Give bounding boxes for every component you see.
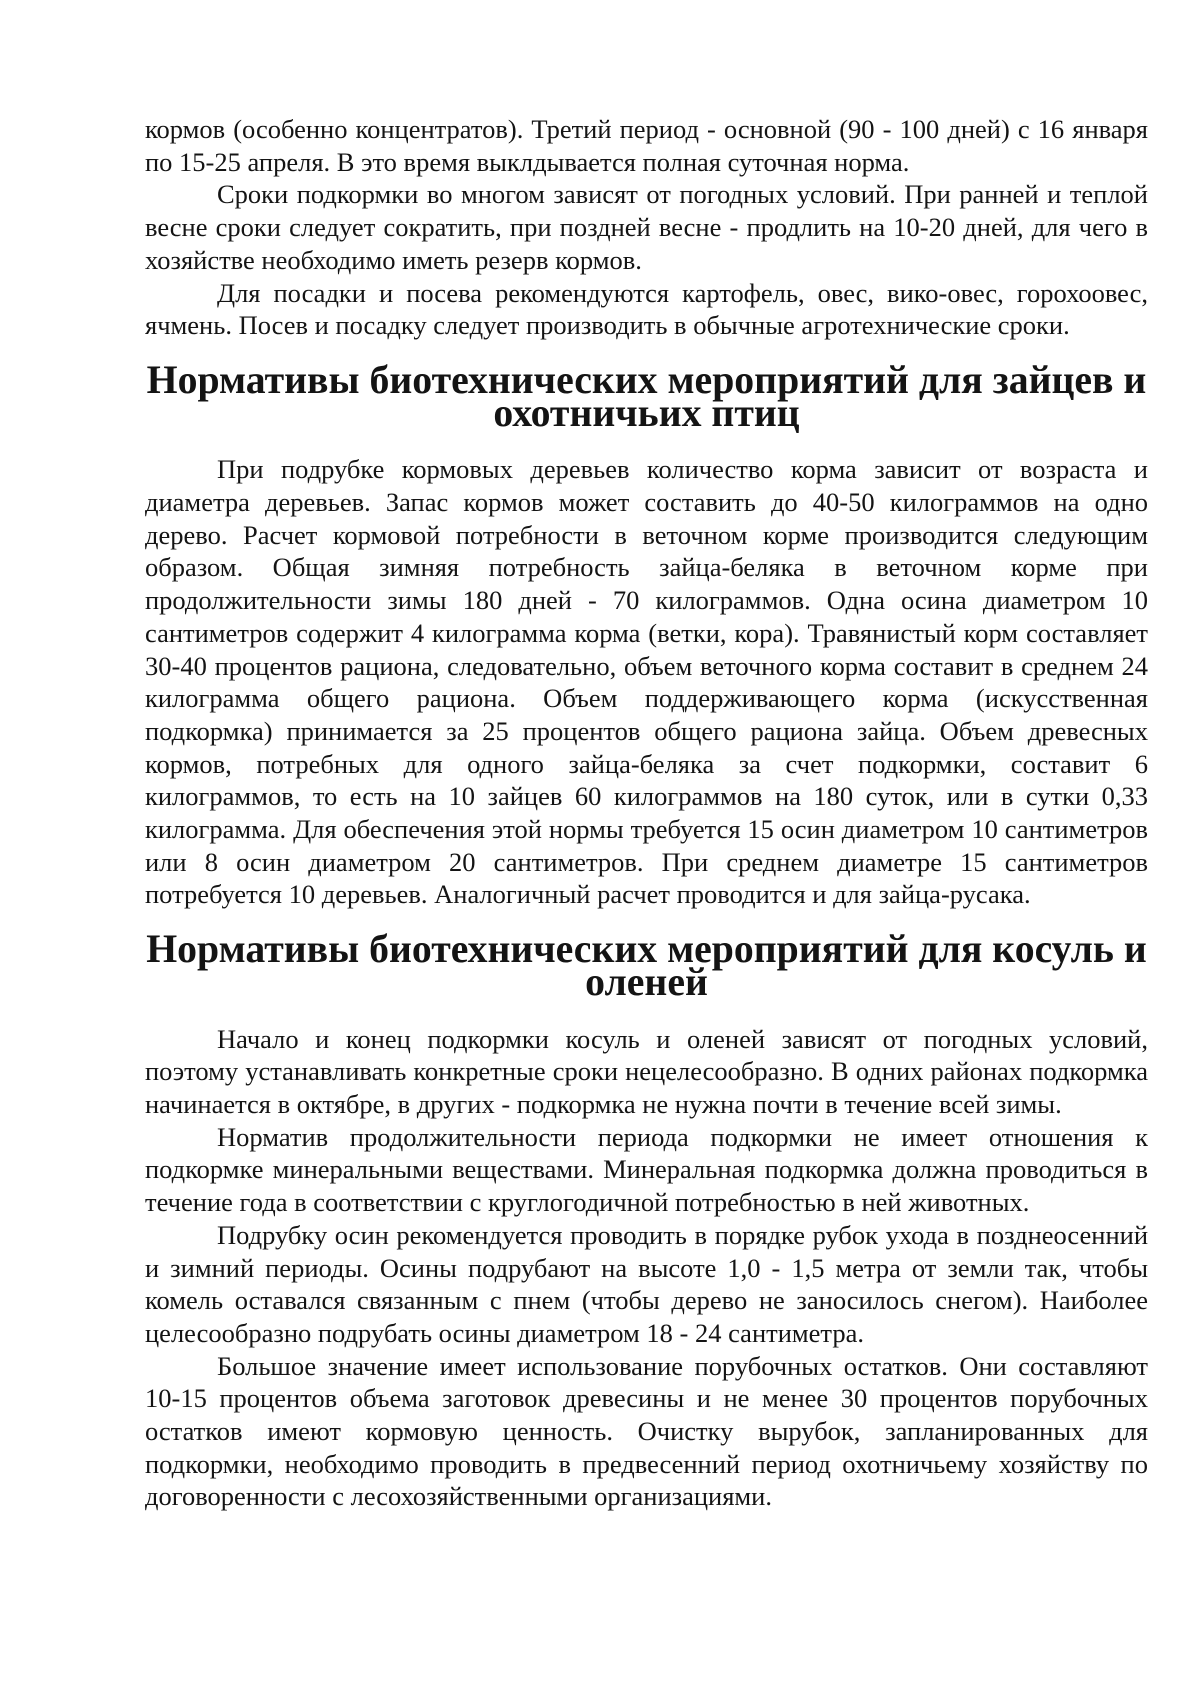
- paragraph-planting: Для посадки и посева рекомендуются картофель, овес, вико-овес, горохоовес, ячмень. Посев и посадку следует производить в обычные агротехнические сроки.: [145, 277, 1148, 341]
- section-heading-deer: Нормативы биотехнических мероприятий для косуль и оленей: [146, 927, 1147, 1004]
- paragraph-aspen-cutting: Подрубку осин рекомендуется проводить в порядке рубок ухода в позднеосенний и зимний периоды. Осины подрубают на высоте 1,0 - 1,5 метра от земли так, чтобы комель оставался связанным с пнем (чтобы дерево не заносилось снегом). Наиболее целесообразно подрубать осины диаметром 18 - 24 сантиметра.: [145, 1219, 1148, 1348]
- document-page: [145, 113, 1148, 1513]
- paragraph-mineral-feeding: Норматив продолжительности периода подкормки не имеет отношения к подкормке минеральными веществами. Минеральная подкормка должна проводиться в течение года в соответствии с круглогодичной потребностью в ней животных.: [145, 1121, 1148, 1218]
- paragraph-deer-timing: Начало и конец подкормки косуль и оленей зависят от погодных условий, поэтому устанавливать конкретные сроки нецелесообразно. В одних районах подкормка начинается в октябре, в других - подкормка не нужна почти в течение всей зимы.: [145, 1023, 1148, 1119]
- paragraph-continuation: кормов (особенно концентратов). Третий период - основной (90 - 100 дней) с 16 января по 15-25 апреля. В это время выклдывается полная суточная норма.: [145, 114, 1148, 177]
- paragraph-feeding-terms: Сроки подкормки во многом зависят от погодных условий. При ранней и теплой весне сроки следует сократить, при поздней весне - продлить на 10-20 дней, для чего в хозяйстве необходимо иметь резерв кормов.: [145, 179, 1148, 275]
- paragraph-logging-residues: Большое значение имеет использование порубочных остатков. Они составляют 10-15 процентов объема заготовок древесины и не менее 30 процентов порубочных остатков имеют кормовую ценность. Очистку вырубок, запланированных для подкормки, необходимо проводить в предвесенний период охотничьему хозяйству по договоренности с лесохозяйственными организациями.: [145, 1350, 1148, 1512]
- paragraph-hares-calculation: При подрубке кормовых деревьев количество корма зависит от возраста и диаметра деревьев. Запас кормов может составить до 40-50 килограммов на одно дерево. Расчет кормовой потребности в веточном корме производится следующим образом. Общая зимняя потребность зайца-беляка в веточном корме при продолжительности зимы 180 дней - 70 килограммов. Одна осина диаметром 10 сантиметров содержит 4 килограмма корма (ветки, кора). Травянистый корм составляет 30-40 процентов рациона, следовательно, объем веточного корма составит в среднем 24 килограмма общего рациона. Объем поддерживающего корма (искусственная подкормка) принимается за 25 процентов общего рациона зайца. Объем древесных кормов, потребных для одного зайца-беляка за счет подкормки, составит 6 килограммов, то есть на 10 зайцев 60 килограммов на 180 суток, или в сутки 0,33 килограмма. Для обеспечения этой нормы требуется 15 осин диаметром 10 сантиметров или 8 осин диаметром 20 сантиметров. При среднем диаметре 15 сантиметров потребуется 10 деревьев. Аналогичный расчет проводится и для зайца-русака.: [145, 454, 1148, 910]
- section-heading-hares: Нормативы биотехнических мероприятий для зайцев и охотничьих птиц: [146, 357, 1147, 435]
